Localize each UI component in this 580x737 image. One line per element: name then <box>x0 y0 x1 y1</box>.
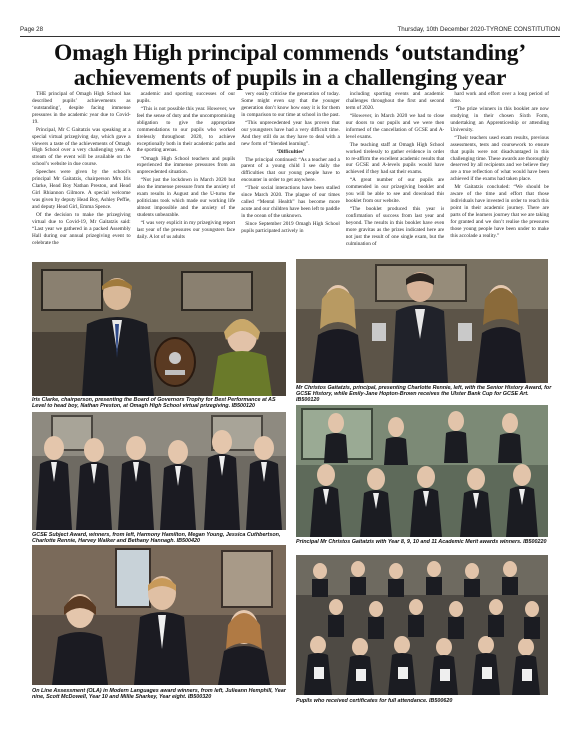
paragraph: hard work and effort over a long period of time. <box>450 91 549 104</box>
paragraph: Principal, Mr C Gaitatzis was speaking at a special virtual prizegiving day, which gave a viewers a taste of the achievements of Omagh High School over a very challenging year. A stream of the event will be available on the school’s website in due course. <box>32 126 131 168</box>
caption-photo-6: Pupils who received certificates for full attendance. IB500620 <box>296 698 453 704</box>
paragraph: The teaching staff at Omagh High School worked tirelessly to gather evidence in order to re-affirm the excellent academic results that our GCSE and A-levels pupils would have achieved if they had sat their exams. <box>345 141 445 176</box>
photo-academic-merit <box>296 405 548 537</box>
paragraph: very easily criticise the generation of today. Some might even say that the younger generation don’t know how easy it is for them in comparison to our time at school in the past. <box>241 91 340 118</box>
page-number: Page 28 <box>20 26 44 33</box>
paragraph: “Their teachers used exam results, previous assessments, tests and coursework to ensure that pupils were not disadvantaged in this challenging time. These awards are thoroughly deserved by all recipients and we believe they are a true reflection of what would have been achieved if the exams had taken place. <box>450 134 549 183</box>
paragraph: “This unprecedented year has proven that our youngsters have had a very difficult time. And they still do as they have to deal with a new form of “blended learning”. <box>241 119 340 147</box>
paragraph: “However, in March 2020 we had to close our doors to our pupils and we were then informed of the cancellation of GCSE and A-level exams. <box>345 112 445 140</box>
article-column-1 <box>32 91 131 257</box>
caption-photo-3: GCSE Subject Award, winners, from left, Harmony Hamilton, Megan Young, Jessica Cuthbertson, Charlotte Rennie, Harvey Walker and Bethany Hannagh. IB500420 <box>32 532 281 545</box>
paragraph: “Not just the lockdown in March 2020 but also the immense pressure from the anxiety of exam results in August and the U-turns the politicians took which made our working life almost impossible and the anxiety of the students unbearable. <box>136 177 236 218</box>
paragraph: The principal continued: “As a teacher and a parent of a young child I see daily the difficulties that our young people have to encounter in order to get anywhere. <box>241 156 340 184</box>
photo-ola-winners <box>32 545 286 685</box>
caption-photo-2: Mr Christos Gaitatzis, principal, presenting Charlotte Rennie, left, with the Senior History Award, for GCSE History, while Emily-Jane Hopton-Brown receives the Ulster Bank Cup for GCSE Art. IB500120 <box>296 385 552 404</box>
paragraph: Since September 2019 Omagh High School pupils participated actively in <box>241 221 340 234</box>
caption-photo-4: Principal Mr Christos Gaitatzis with Year 8, 9, 10 and 11 Academic Merit awards winners. IB500220 <box>296 539 547 545</box>
article-column-2 <box>137 91 236 257</box>
paragraph: Mr Gaitatzis concluded: “We should be aware of the time and effort that those individuals have invested in order to reach this point in their academic journey. There are parts of the learners journey that we are taking for granted and we don’t realise the pressures those young people have been under to make this accolade a reality.” <box>450 184 549 239</box>
headline-line-2: achievements of pupils in a challenging year <box>73 65 507 91</box>
article-column-3 <box>241 91 340 257</box>
paragraph: “This is not possible this year. However, we feel the sense of duty and the uncompromising obligation to give the appropriate commendations to our pupils who worked tirelessly throughout 2020, to achieve exceptionally both in their academic paths and the sporting arenas. <box>136 106 236 154</box>
photo-full-attendance <box>296 555 548 695</box>
caption-photo-5: On Line Assessment (OLA) in Modern Languages award winners, from left, Julieann Hemphill, Year nine, Scott McDowell, Year 10 and Millie Sharkey, Year eight. IB500320 <box>32 688 286 701</box>
paragraph: “Their social interactions have been stalled since March 2020. The plague of our times called “Mental Health” has become more acute and our children have been left to paddle in the ocean of the unknown. <box>241 185 340 219</box>
headline-line-1: Omagh High principal commends ‘outstanding’ <box>54 40 526 66</box>
paragraph: academic and sporting successes of our pupils. <box>136 91 236 104</box>
paragraph: “I was very explicit in my prizegiving report last year of the pressures our youngsters face daily. A lot of us adults <box>136 220 236 240</box>
dateline: Thursday, 10th December 2020-TYRONE CONSTITUTION <box>397 26 560 33</box>
headline <box>20 41 560 91</box>
paragraph: THE principal of Omagh High School has described pupils’ achievements as ‘outstanding’, despite facing immense pressures in the academic year due to Covid-19. <box>32 91 131 125</box>
article-body <box>32 91 549 257</box>
paragraph: including sporting events and academic challenges throughout the first and second term of 2020. <box>345 91 445 111</box>
paragraph: “The prize winners in this booklet are now studying in their chosen Sixth Form, undertaking an Apprenticeship or attending University. <box>450 106 549 133</box>
paragraph: “Omagh High School teachers and pupils experienced the immense pressures from an unprecedented situation. <box>136 155 236 176</box>
photo-trophy-presentation <box>32 262 286 396</box>
paragraph: “The booklet produced this year is confirmation of success from last year and beyond. The results in this booklet have even more gravitas as the prizes indicated here are not just the result of one single exam, but the culmination of <box>345 206 445 247</box>
header-rule <box>20 36 560 37</box>
paragraph: “A great number of our pupils are commended in our prizegiving booklet and you will be able to see and download this booklet from our website. <box>345 177 445 205</box>
subheading: ‘Difficulties’ <box>276 148 305 155</box>
article-column-5 <box>450 91 549 257</box>
paragraph: Speeches were given by the school’s principal Mr Gaitatzis, chairperson Mrs Iris Clarke, Head Boy Nathan Preston, and Head Girl Rhiannon Gilmore. A special welcome was given by deputy Head Boy, Ashley Peffie, and deputy Head Girl, Emma Spence. <box>32 169 131 210</box>
photo-gcse-winners <box>32 412 286 530</box>
photo-principal-awards <box>296 259 548 383</box>
caption-photo-1: Iris Clarke, chairperson, presenting the Board of Governors Trophy for Best Performance at AS Level to head boy, Nathan Preston, at Omagh High School virtual prizegiving. IB500120 <box>32 397 276 410</box>
paragraph: Of the decision to make the prizegiving virtual due to Covid-19, Mr Gaitatzis said: “Last year we gathered in a packed Assembly Hall during our annual prizegiving event to celebrate the <box>32 211 131 246</box>
article-column-4 <box>346 91 445 257</box>
page-header <box>20 26 560 36</box>
